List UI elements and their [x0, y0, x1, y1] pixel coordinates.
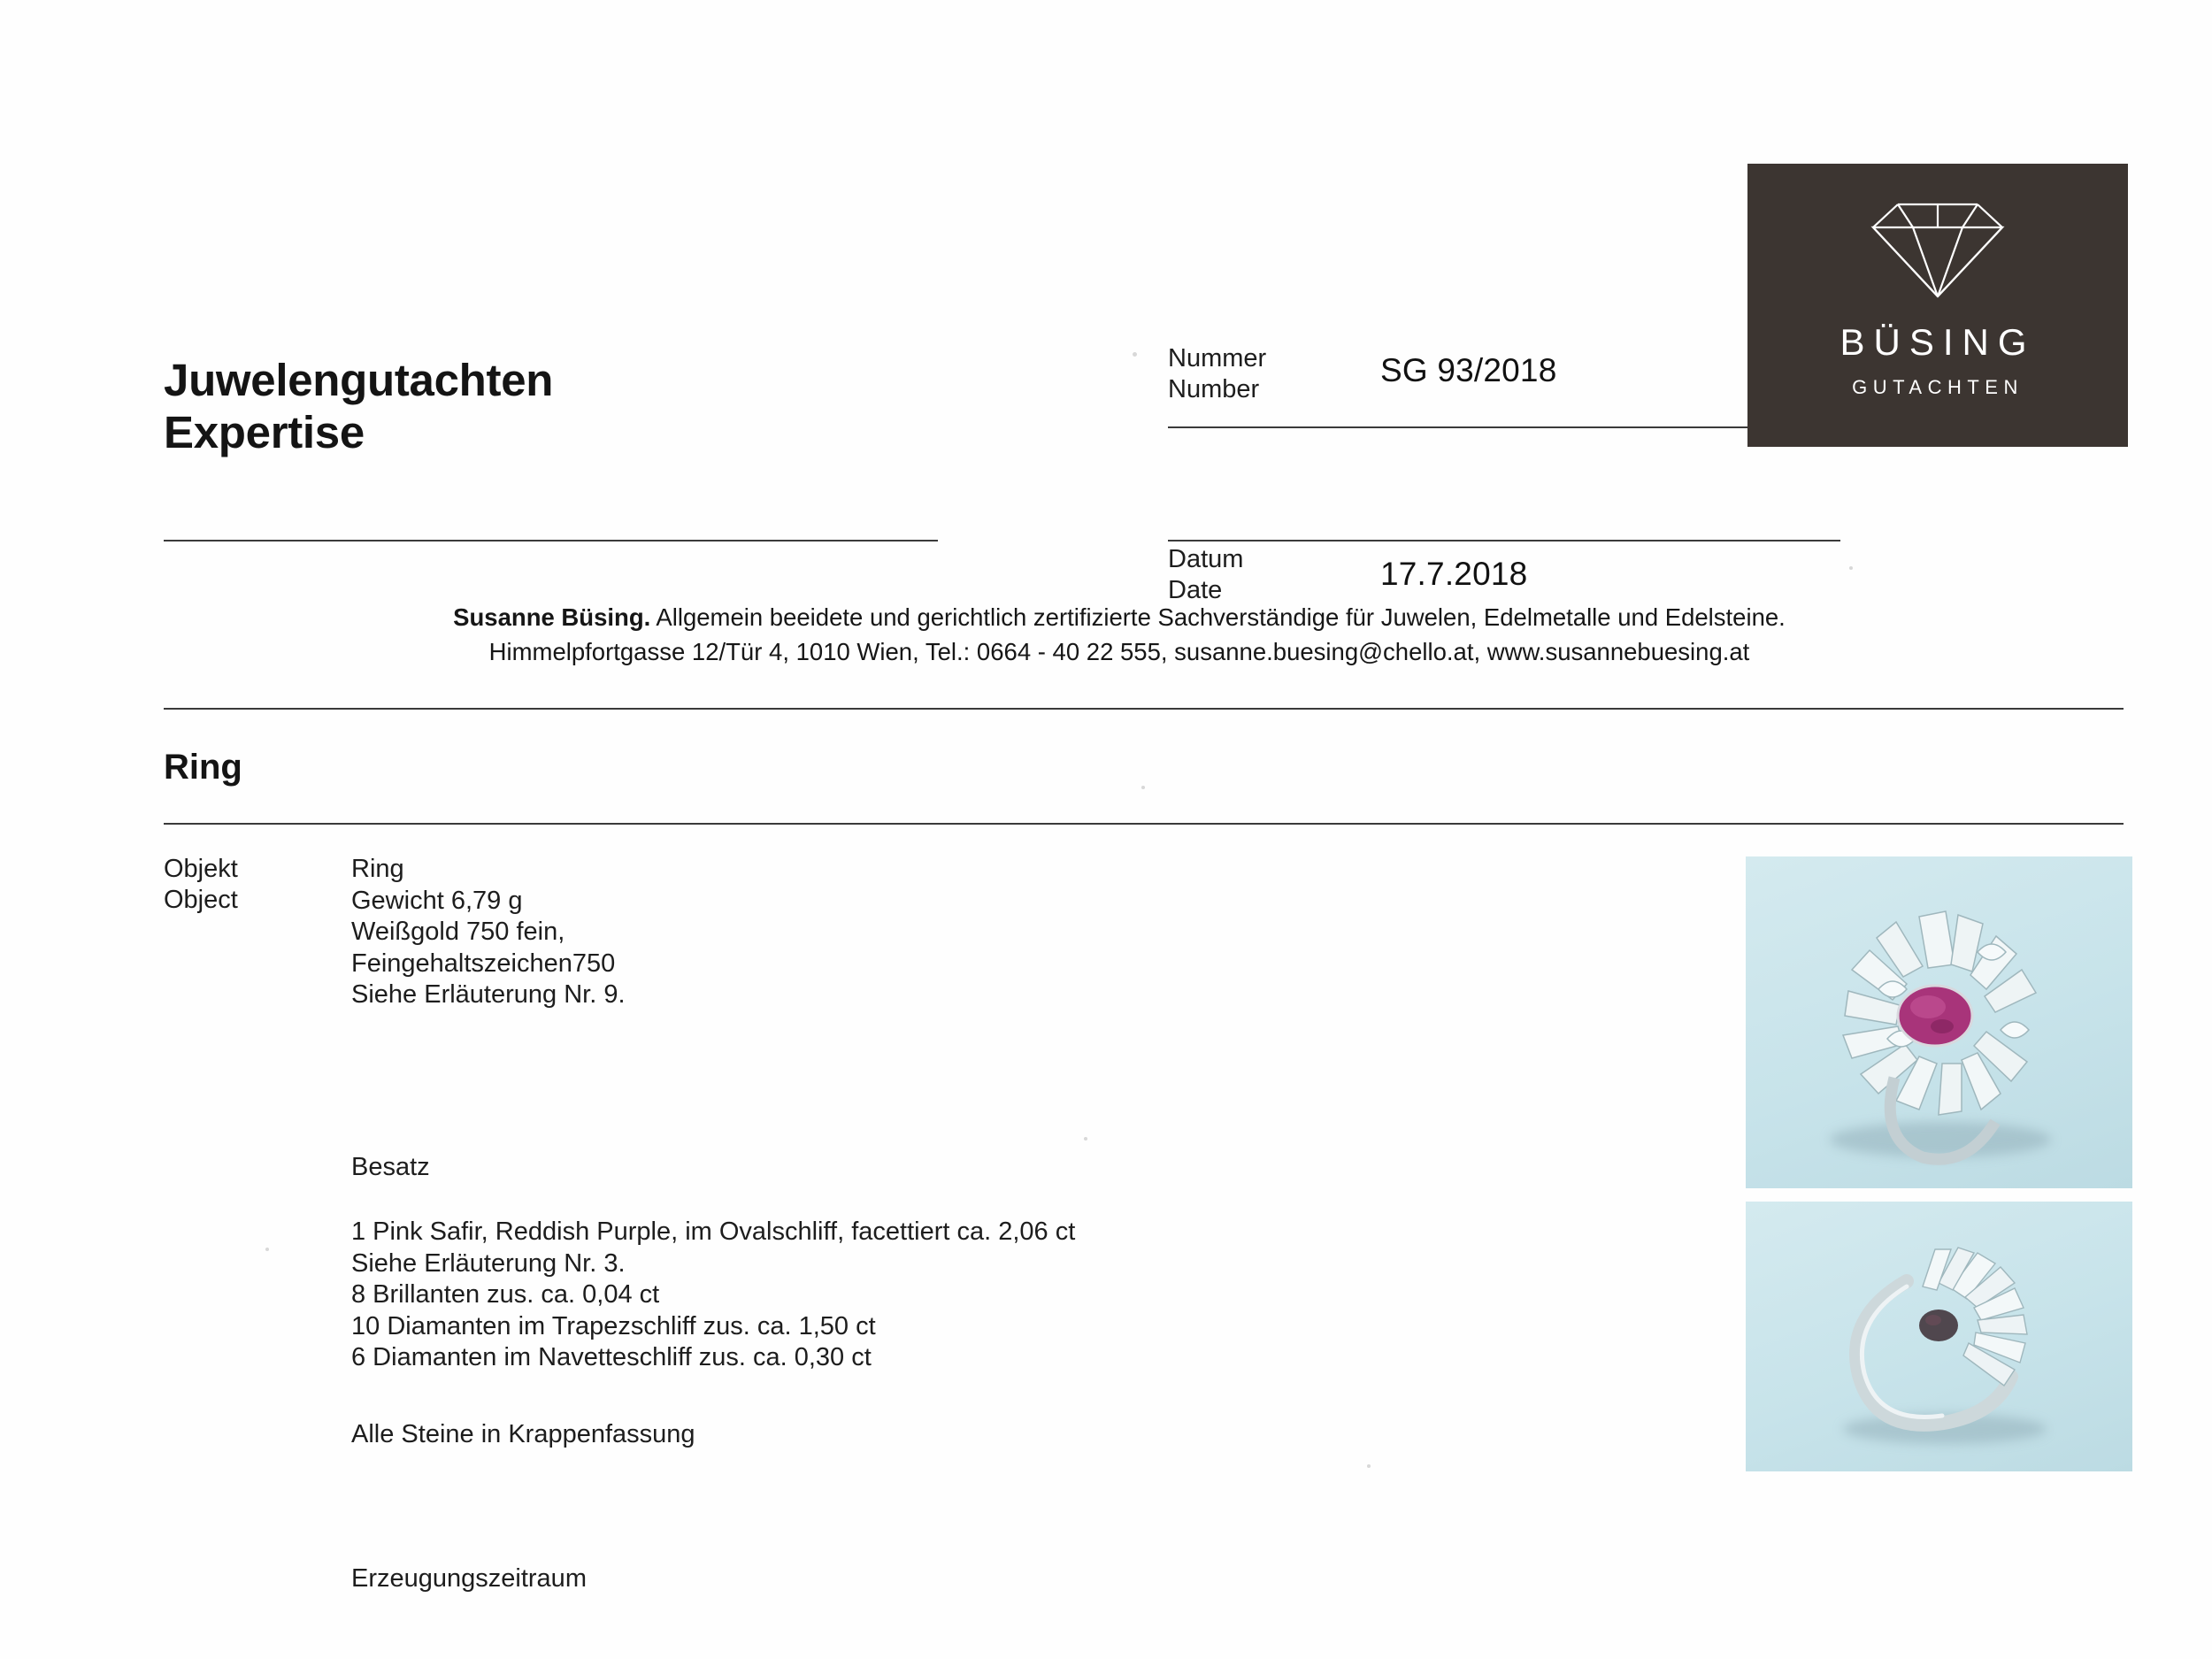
date-label [1168, 544, 1243, 607]
section-divider-bottom [164, 823, 2124, 825]
object-label-de: Objekt [164, 855, 238, 883]
ring-illustration-top [1746, 856, 2132, 1188]
ring-illustration-side [1746, 1202, 2132, 1471]
expert-line-1 [164, 600, 2075, 634]
stone-setting-heading: Besatz [351, 1153, 430, 1181]
expert-credentials: Allgemein beeidete und gerichtlich zertifizierte Sachverständige für Juwelen, Edelmetalle und Edelsteine. [656, 603, 1786, 631]
object-description [351, 854, 1502, 1011]
scan-speck [1141, 786, 1145, 789]
date-value: 17.7.2018 [1380, 556, 1528, 592]
section-divider-top [164, 708, 2124, 710]
object-line: Siehe Erläuterung Nr. 9. [351, 980, 626, 1010]
document-meta [1168, 327, 1840, 605]
object-line: Ring [351, 855, 404, 883]
stone-list [351, 1217, 1590, 1374]
page-title-line-2: Expertise [164, 407, 365, 458]
ring-photo-top-view [1746, 856, 2132, 1188]
stone-line: 6 Diamanten im Navetteschliff zus. ca. 0,30 ct [351, 1343, 872, 1372]
setting-note: Alle Steine in Krappenfassung [351, 1420, 695, 1448]
brand-subtitle: GUTACHTEN [1852, 376, 2024, 398]
object-line: Gewicht 6,79 g [351, 886, 523, 915]
expert-name: Susanne Büsing. [453, 603, 651, 631]
diamond-icon [1863, 197, 2013, 308]
number-label-de: Nummer [1168, 344, 1267, 373]
scan-speck [1084, 1137, 1087, 1141]
object-label [164, 854, 238, 917]
object-line: Weißgold 750 fein, [351, 918, 565, 947]
stone-line: Siehe Erläuterung Nr. 3. [351, 1248, 626, 1278]
scan-speck [265, 1248, 269, 1251]
number-label-en: Number [1168, 375, 1260, 404]
stone-line: 10 Diamanten im Trapezschliff zus. ca. 1,50 ct [351, 1311, 876, 1340]
page-title-line-1: Juwelengutachten [164, 355, 554, 405]
ring-photo-side-view [1746, 1202, 2132, 1471]
title-divider [164, 540, 938, 541]
meta-divider-2 [1168, 540, 1840, 541]
stone-line: 8 Brillanten zus. ca. 0,04 ct [351, 1280, 660, 1310]
object-line: Feingehaltszeichen750 [351, 949, 616, 978]
scan-speck [1133, 352, 1137, 357]
number-value: SG 93/2018 [1380, 352, 1557, 388]
date-label-en: Date [1168, 576, 1223, 605]
scan-speck [1849, 566, 1853, 570]
number-label [1168, 343, 1266, 406]
section-title: Ring [164, 748, 242, 787]
stone-line: 1 Pink Safir, Reddish Purple, im Ovalschliff, facettiert ca. 2,06 ct [351, 1217, 1076, 1246]
expert-contact: Himmelpfortgasse 12/Tür 4, 1010 Wien, Tel.: 0664 - 40 22 555, susanne.buesing@chello.at, www.susannebuesing.at [488, 638, 1750, 666]
page-title [164, 354, 933, 458]
scan-speck [1367, 1464, 1371, 1468]
brand-logo [1747, 164, 2128, 447]
object-label-en: Object [164, 886, 238, 915]
expert-details [164, 600, 2075, 669]
date-label-de: Datum [1168, 545, 1244, 573]
meta-row-number [1168, 327, 1840, 429]
meta-row-date [1168, 429, 1840, 605]
brand-name: BÜSING [1839, 321, 2036, 363]
meta-divider-1 [1168, 426, 1840, 428]
production-period-heading: Erzeugungszeitraum [351, 1564, 587, 1593]
